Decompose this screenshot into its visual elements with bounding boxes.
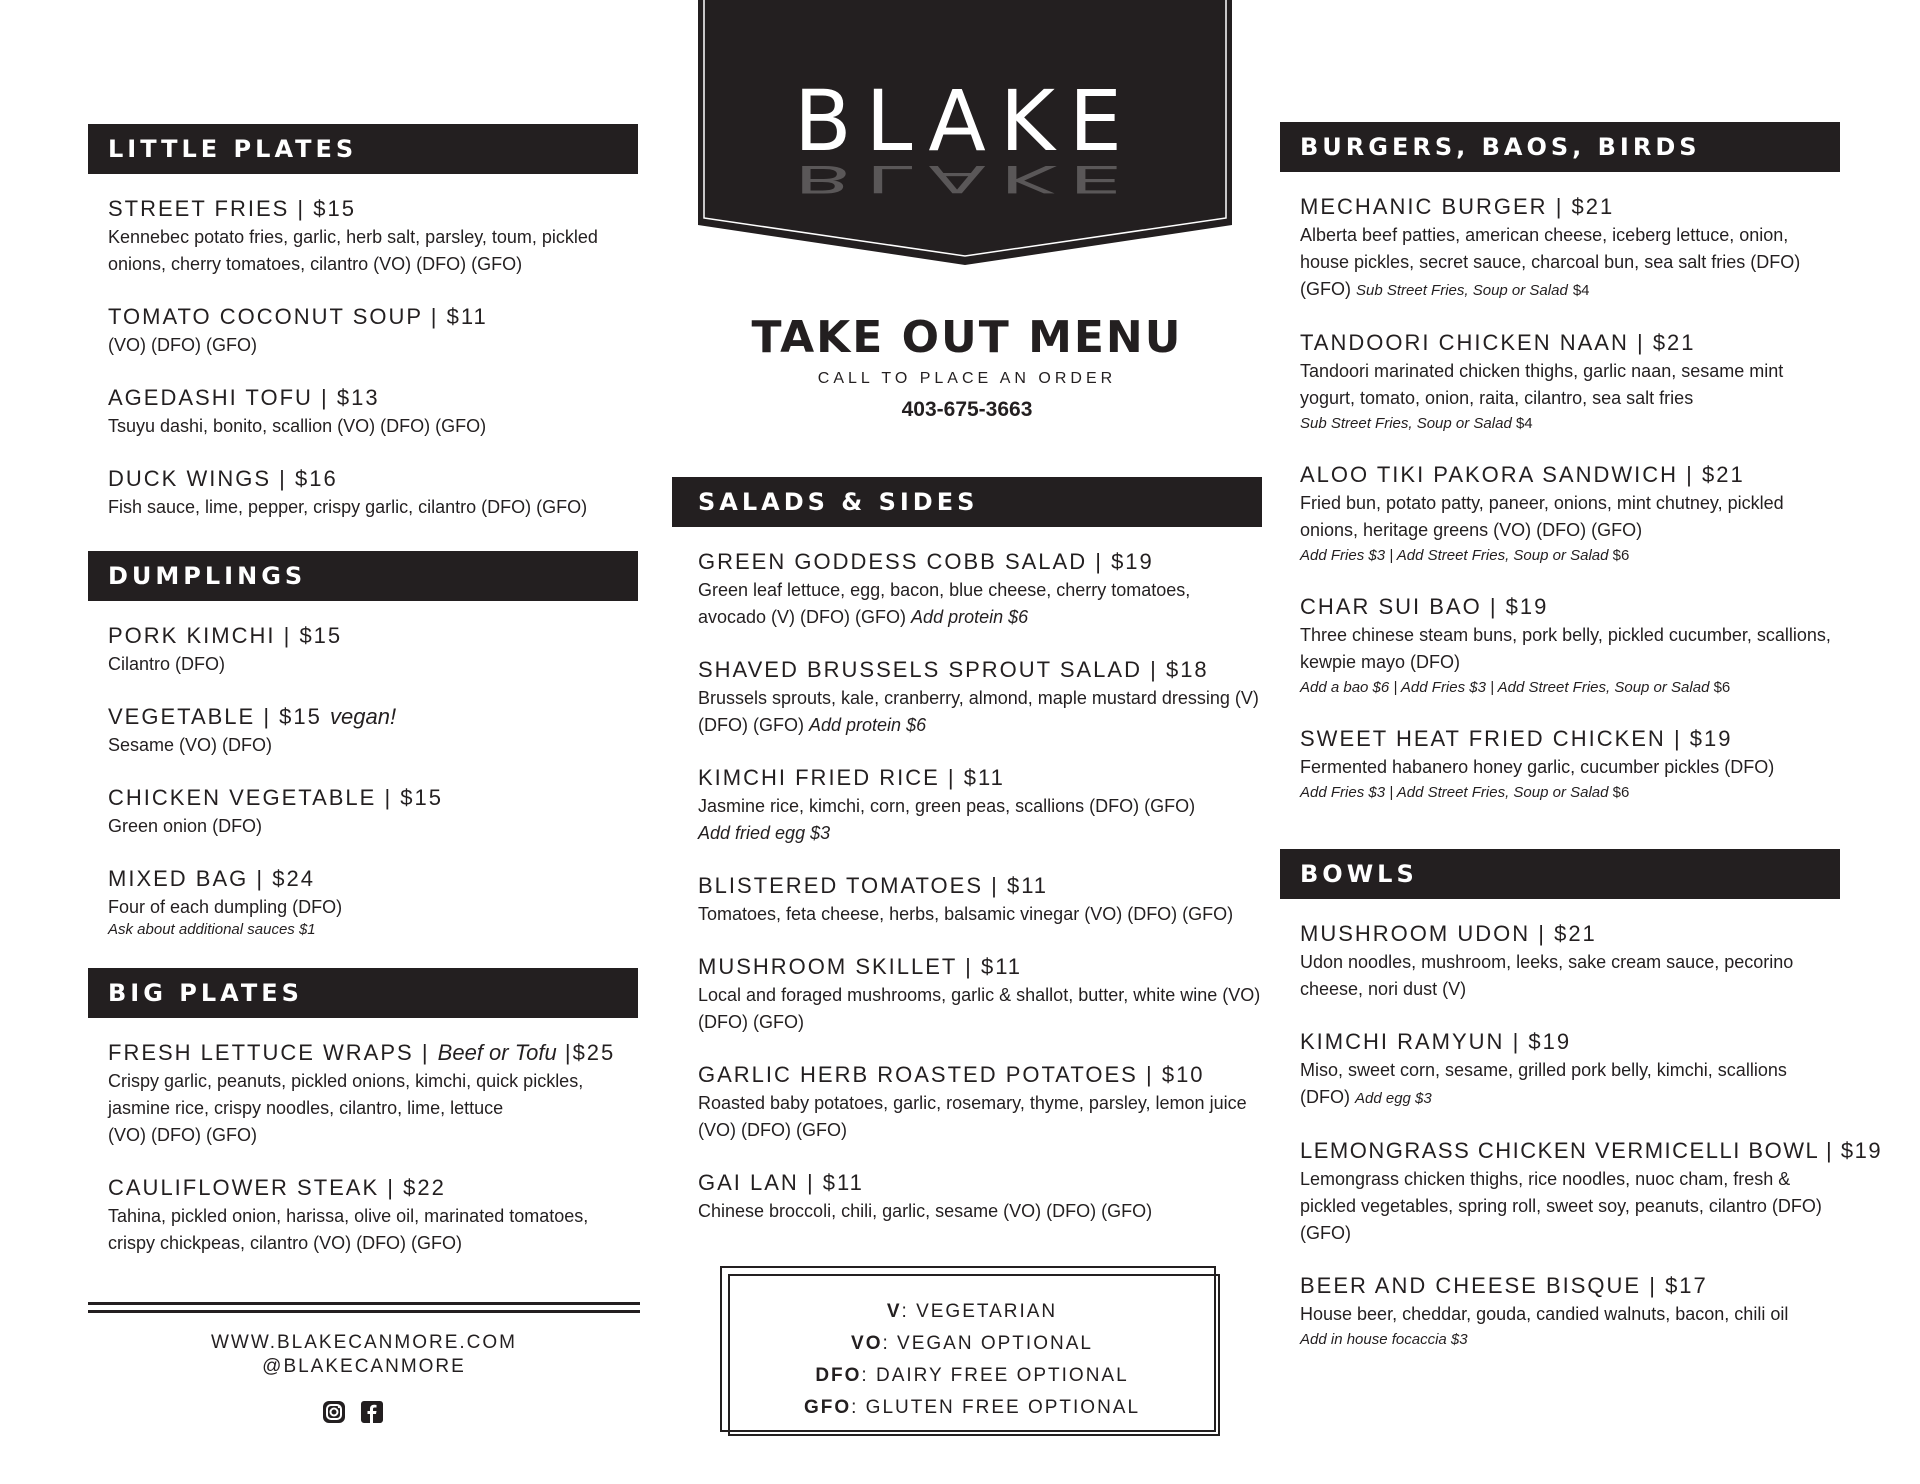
menu-item: LEMONGRASS CHICKEN VERMICELLI BOWL | $19 Lemongrass chicken thighs, rice noodles, nuoc cham, fresh & pickled vegetables, spring roll, sweet soy, peanuts, cilantro (DFO) (GFO) [1300, 1136, 1840, 1247]
item-note: Add a bao $6 | Add Fries $3 | Add Street Fries, Soup or Salad [1300, 679, 1710, 696]
item-name: KIMCHI FRIED RICE [698, 765, 940, 790]
item-name: MECHANIC BURGER [1300, 194, 1548, 219]
item-desc: Fried bun, potato patty, paneer, onions, mint chutney, pickled onions, heritage greens (VO) (DFO) (GFO) [1300, 493, 1784, 540]
item-price: $21 [1571, 194, 1615, 219]
item-name: MIXED BAG [108, 866, 249, 891]
item-price: $25 [572, 1040, 616, 1065]
menu-item: TOMATO COCONUT SOUP | $11 (VO) (DFO) (GFO) [108, 302, 638, 359]
legend-code: GFO [803, 1397, 852, 1418]
item-desc: Kennebec potato fries, garlic, herb salt, parsley, toum, pickled onions, cherry tomatoes, cilantro (VO) (DFO) (GFO) [108, 227, 598, 274]
item-desc: Tahina, pickled onion, harissa, olive oil, marinated tomatoes, crispy chickpeas, cilantro (VO) (DFO) (GFO) [108, 1206, 589, 1253]
facebook-icon[interactable] [360, 1400, 384, 1429]
item-price: $11 [963, 765, 1005, 790]
legend-row [720, 1392, 1224, 1424]
item-desc: Green onion (DFO) [108, 816, 263, 836]
item-name: TOMATO COCONUT SOUP [108, 304, 423, 329]
item-desc: Chinese broccoli, chili, garlic, sesame (VO) (DFO) (GFO) [698, 1201, 1153, 1221]
item-desc-allergens: (VO) (DFO) (GFO) [108, 1125, 257, 1145]
section-little-plates [88, 124, 638, 521]
item-price: $15 [299, 623, 343, 648]
legend-text: : VEGETARIAN [901, 1301, 1058, 1322]
item-note: Add fried egg $3 [698, 823, 831, 843]
item-name: MUSHROOM UDON [1300, 921, 1531, 946]
menu-item: SWEET HEAT FRIED CHICKEN | $19 Fermented habanero honey garlic, cucumber pickles (DFO) Add Fries $3 | Add Street Fries, Soup or Salad $6 [1300, 724, 1840, 805]
menu-item: MUSHROOM SKILLET | $11 Local and foraged mushrooms, garlic & shallot, butter, white wine (VO) (DFO) (GFO) [698, 952, 1262, 1036]
menu-item: CAULIFLOWER STEAK | $22 Tahina, pickled onion, harissa, olive oil, marinated tomatoes, crispy chickpeas, cilantro (VO) (DFO) (GFO) [108, 1173, 638, 1257]
section-header: DUMPLINGS [88, 551, 638, 601]
item-price: $19 [1840, 1138, 1883, 1163]
item-desc: Local and foraged mushrooms, garlic & shallot, butter, white wine (VO) (DFO) (GFO) [698, 985, 1261, 1032]
website-link[interactable]: WWW.BLAKECANMORE.COM [210, 1332, 517, 1353]
item-desc: Fermented habanero honey garlic, cucumber pickles (DFO) [1300, 757, 1775, 777]
item-desc: Fish sauce, lime, pepper, crispy garlic, cilantro (DFO) (GFO) [108, 497, 588, 517]
item-note-price: $6 [1713, 679, 1731, 696]
item-desc: Tandoori marinated chicken thighs, garlic naan, sesame mint yogurt, tomato, onion, raita, cilantro, sea salt fries [1300, 361, 1784, 408]
item-price: $15 [313, 196, 356, 221]
menu-item: GAI LAN | $11 Chinese broccoli, chili, garlic, sesame (VO) (DFO) (GFO) [698, 1168, 1262, 1225]
logo-reflection: BLAKE [794, 156, 1136, 202]
item-name: ALOO TIKI PAKORA SANDWICH [1300, 462, 1679, 487]
item-price: $11 [822, 1170, 864, 1195]
phone-number[interactable]: 403-675-3663 [901, 398, 1033, 421]
menu-item: STREET FRIES | $15 Kennebec potato fries, garlic, herb salt, parsley, toum, pickled onions, cherry tomatoes, cilantro (VO) (DFO) (GFO) [108, 194, 638, 278]
item-price: $16 [294, 466, 338, 491]
item-price: $11 [980, 954, 1023, 979]
item-price: $19 [1505, 594, 1549, 619]
item-desc: Four of each dumpling (DFO) [108, 897, 343, 917]
item-name: CHAR SUI BAO [1300, 594, 1482, 619]
item-price: $11 [1006, 873, 1049, 898]
menu-item: GARLIC HERB ROASTED POTATOES | $10 Roasted baby potatoes, garlic, rosemary, thyme, parsley, lemon juice (VO) (DFO) (GFO) [698, 1060, 1262, 1144]
item-price: $19 [1528, 1029, 1572, 1054]
item-extra: Add protein $6 [809, 715, 927, 735]
item-note-price: $6 [1612, 784, 1630, 801]
legend-row [720, 1296, 1224, 1328]
item-name: STREET FRIES [108, 196, 290, 221]
legend-row [720, 1360, 1224, 1392]
menu-item: GREEN GODDESS COBB SALAD | $19 Green leaf lettuce, egg, bacon, blue cheese, cherry tomatoes, avocado (V) (DFO) (GFO) Add protein $6 [698, 549, 1191, 627]
item-name: TANDOORI CHICKEN NAAN [1300, 330, 1629, 355]
item-note: Add Fries $3 | Add Street Fries, Soup or Salad [1300, 784, 1609, 801]
item-name: GAI LAN [698, 1170, 799, 1195]
item-name: CAULIFLOWER STEAK [108, 1175, 380, 1200]
item-price: $11 [446, 304, 488, 329]
legend-text: : VEGAN OPTIONAL [882, 1333, 1093, 1354]
legend-code: DFO [815, 1365, 862, 1386]
item-desc: Tomatoes, feta cheese, herbs, balsamic vinegar (VO) (DFO) (GFO) [698, 904, 1234, 924]
item-price: $22 [403, 1175, 446, 1200]
menu-item: BLISTERED TOMATOES | $11 Tomatoes, feta cheese, herbs, balsamic vinegar (VO) (DFO) (GFO) [698, 871, 1262, 928]
item-price: $15 [400, 785, 444, 810]
legend-code: VO [851, 1333, 883, 1354]
item-desc: Alberta beef patties, american cheese, iceberg lettuce, onion, house pickles, secret sauce, charcoal bun, sea salt fries (DFO) (GFO) [1300, 225, 1801, 299]
section-burgers-baos-birds [1280, 122, 1840, 805]
item-name: PORK KIMCHI [108, 623, 276, 648]
instagram-icon[interactable] [322, 1400, 346, 1429]
legend-row [720, 1328, 1224, 1360]
section-bowls [1280, 849, 1883, 1352]
item-price: $24 [272, 866, 315, 891]
menu-item: KIMCHI FRIED RICE | $11 Jasmine rice, kimchi, corn, green peas, scallions (DFO) (GFO) Add fried egg $3 [698, 763, 1262, 847]
item-extra: Add egg $3 [1355, 1090, 1432, 1107]
logo-banner [698, 0, 1232, 265]
legend-code: V [886, 1301, 902, 1322]
section-salads-sides [672, 477, 1262, 1225]
menu-item: MUSHROOM UDON | $21 Udon noodles, mushroom, leeks, sake cream sauce, pecorino cheese, nori dust (V) [1300, 919, 1840, 1003]
item-note: Add Fries $3 | Add Street Fries, Soup or Salad [1300, 547, 1609, 564]
menu-item: AGEDASHI TOFU | $13 Tsuyu dashi, bonito, scallion (VO) (DFO) (GFO) [108, 383, 638, 440]
section-header: SALADS & SIDES [672, 477, 1262, 527]
menu-item: BEER AND CHEESE BISQUE | $17 House beer, cheddar, gouda, candied walnuts, bacon, chili oil Add in house focaccia $3 [1300, 1271, 1840, 1352]
item-name: GARLIC HERB ROASTED POTATOES [698, 1062, 1138, 1087]
item-desc: Udon noodles, mushroom, leeks, sake cream sauce, pecorino cheese, nori dust (V) [1300, 952, 1794, 999]
section-header: LITTLE PLATES [88, 124, 638, 174]
item-name: VEGETABLE [108, 704, 256, 729]
item-option: Beef or Tofu [437, 1040, 557, 1065]
item-note: Sub Street Fries, Soup or Salad [1356, 282, 1568, 299]
social-handle[interactable]: @BLAKECANMORE [262, 1356, 466, 1377]
vegan-tag: vegan! [330, 704, 397, 729]
item-price: $10 [1161, 1062, 1205, 1087]
menu-item: PORK KIMCHI | $15 Cilantro (DFO) [108, 621, 638, 678]
item-desc: Tsuyu dashi, bonito, scallion (VO) (DFO) (GFO) [108, 416, 487, 436]
legend-text: : GLUTEN FREE OPTIONAL [851, 1397, 1141, 1418]
item-note: Ask about additional sauces $1 [108, 921, 316, 938]
item-note-price: $4 [1572, 282, 1590, 299]
footer-rule [88, 1302, 640, 1305]
item-desc: (VO) (DFO) (GFO) [108, 335, 257, 355]
logo-text: BLAKE [794, 72, 1136, 170]
section-dumplings [88, 551, 638, 938]
item-desc: Lemongrass chicken thighs, rice noodles, nuoc cham, fresh & pickled vegetables, spring roll, sweet soy, peanuts, cilantro (DFO) (GFO) [1300, 1169, 1822, 1243]
item-name: GREEN GODDESS COBB SALAD [698, 549, 1088, 574]
item-name: AGEDASHI TOFU [108, 385, 313, 410]
menu-item: MIXED BAG | $24 Four of each dumpling (DFO) Ask about additional sauces $1 [108, 864, 638, 938]
item-desc: Brussels sprouts, kale, cranberry, almond, maple mustard dressing (V) (DFO) (GFO) [698, 688, 1259, 735]
dietary-legend [720, 1266, 1220, 1436]
section-header: BOWLS [1280, 849, 1840, 899]
left-column [88, 124, 638, 1257]
item-name: FRESH LETTUCE WRAPS [108, 1040, 414, 1065]
item-name: DUCK WINGS [108, 466, 271, 491]
item-note: Add in house focaccia $3 [1300, 1331, 1468, 1348]
menu-item: CHICKEN VEGETABLE | $15 Green onion (DFO) [108, 783, 638, 840]
item-price: $21 [1702, 462, 1745, 487]
item-note-price: $6 [1612, 547, 1630, 564]
right-column [1280, 122, 1883, 1352]
menu-item: DUCK WINGS | $16 Fish sauce, lime, pepper, crispy garlic, cilantro (DFO) (GFO) [108, 464, 638, 521]
item-price: $17 [1665, 1273, 1708, 1298]
item-note: Sub Street Fries, Soup or Salad [1300, 415, 1512, 432]
menu-item: TANDOORI CHICKEN NAAN | $21 Tandoori marinated chicken thighs, garlic naan, sesame mint yogurt, tomato, onion, raita, cilantro, sea salt fries Sub Street Fries, Soup or Salad $4 [1300, 328, 1840, 436]
item-desc: Green leaf lettuce, egg, bacon, blue cheese, cherry tomatoes, avocado (V) (DFO) (GFO) [698, 580, 1191, 627]
item-name: LEMONGRASS CHICKEN VERMICELLI BOWL [1300, 1138, 1819, 1163]
call-to-order: CALL TO PLACE AN ORDER [817, 370, 1117, 387]
footer-rule [88, 1310, 640, 1313]
item-desc: House beer, cheddar, gouda, candied walnuts, bacon, chili oil [1300, 1304, 1789, 1324]
item-desc: Jasmine rice, kimchi, corn, green peas, scallions (DFO) (GFO) [698, 796, 1196, 816]
item-name: BEER AND CHEESE BISQUE [1300, 1273, 1642, 1298]
item-note-price: $4 [1515, 415, 1533, 432]
item-desc: Miso, sweet corn, sesame, grilled pork belly, kimchi, scallions (DFO) [1300, 1060, 1787, 1107]
item-price: $19 [1111, 549, 1154, 574]
item-extra: Add protein $6 [911, 607, 1029, 627]
item-desc: Cilantro (DFO) [108, 654, 226, 674]
item-desc: Three chinese steam buns, pork belly, pickled cucumber, scallions, kewpie mayo (DFO) [1300, 625, 1831, 672]
item-name: SWEET HEAT FRIED CHICKEN [1300, 726, 1666, 751]
menu-item: MECHANIC BURGER | $21 Alberta beef patties, american cheese, iceberg lettuce, onion, house pickles, secret sauce, charcoal bun, sea salt fries (DFO) (GFO) Sub Street Fries, Soup or Salad $4 [1300, 194, 1801, 299]
menu-item: CHAR SUI BAO | $19 Three chinese steam buns, pork belly, pickled cucumber, scallions, kewpie mayo (DFO) Add a bao $6 | Add Fries $3 | Add Street Fries, Soup or Salad $6 [1300, 592, 1840, 700]
page-title: TAKE OUT MENU [751, 312, 1183, 363]
menu-item: SHAVED BRUSSELS SPROUT SALAD | $18 Brussels sprouts, kale, cranberry, almond, maple mustard dressing (V) (DFO) (GFO) Add protein $6 [698, 657, 1259, 735]
legend-text: : DAIRY FREE OPTIONAL [861, 1365, 1129, 1386]
item-name: BLISTERED TOMATOES [698, 873, 983, 898]
item-desc: Roasted baby potatoes, garlic, rosemary, thyme, parsley, lemon juice (VO) (DFO) (GFO) [698, 1093, 1247, 1140]
item-price: $13 [336, 385, 380, 410]
item-name: KIMCHI RAMYUN [1300, 1029, 1505, 1054]
menu-item: ALOO TIKI PAKORA SANDWICH | $21 Fried bun, potato patty, paneer, onions, mint chutney, pickled onions, heritage greens (VO) (DFO) (GFO) Add Fries $3 | Add Street Fries, Soup or Salad $6 [1300, 460, 1840, 568]
item-price: $19 [1689, 726, 1733, 751]
menu-item: FRESH LETTUCE WRAPS | Beef or Tofu |$25 Crispy garlic, peanuts, pickled onions, kimchi, quick pickles, jasmine rice, crispy noodles, cilantro, lime, lettuce (VO) (DFO) (GFO) [108, 1038, 638, 1149]
item-price: $15 [279, 704, 322, 729]
item-name: CHICKEN VEGETABLE [108, 785, 377, 810]
section-big-plates [88, 968, 638, 1257]
menu-item: KIMCHI RAMYUN | $19 Miso, sweet corn, sesame, grilled pork belly, kimchi, scallions (DFO) Add egg $3 [1300, 1029, 1787, 1107]
item-price: $21 [1652, 330, 1696, 355]
item-name: MUSHROOM SKILLET [698, 954, 957, 979]
section-header: BIG PLATES [88, 968, 638, 1018]
item-price: $18 [1165, 657, 1209, 682]
item-desc: Sesame (VO) (DFO) [108, 735, 273, 755]
section-header: BURGERS, BAOS, BIRDS [1280, 122, 1840, 172]
item-price: $21 [1554, 921, 1597, 946]
item-name: SHAVED BRUSSELS SPROUT SALAD [698, 657, 1142, 682]
middle-column [672, 477, 1262, 1225]
item-desc: Crispy garlic, peanuts, pickled onions, kimchi, quick pickles, jasmine rice, crispy noodles, cilantro, lime, lettuce [108, 1071, 584, 1118]
menu-item: VEGETABLE | $15 vegan! Sesame (VO) (DFO) [108, 702, 638, 759]
